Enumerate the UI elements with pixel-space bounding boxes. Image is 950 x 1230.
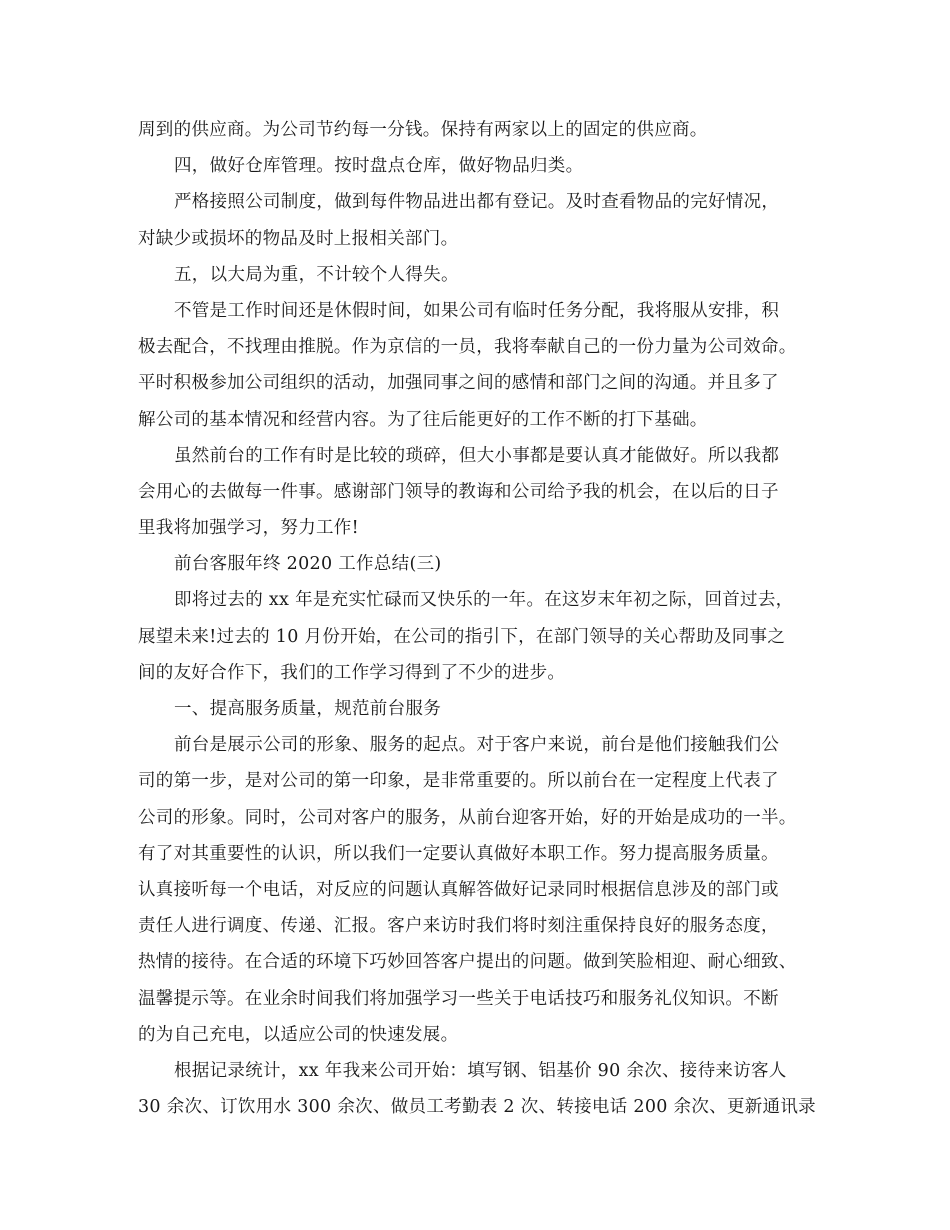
text-line: 根据记录统计，xx 年我来公司开始：填写钢、铝基价 90 余次、接待来访客人 [174, 1060, 787, 1081]
text-line: 即将过去的 xx 年是充实忙碌而又快乐的一年。在这岁末年初之际，回首过去， [174, 590, 794, 611]
text-line: 30 余次、订饮用水 300 余次、做员工考勤表 2 次、转接电话 200 余次、更新通讯录 [138, 1097, 816, 1118]
text-line: 热情的接待。在合适的环境下巧妙回答客户提出的问题。做到笑脸相迎、耐心细致、 [138, 952, 797, 973]
text-line: 间的友好合作下，我们的工作学习得到了不少的进步。 [138, 662, 566, 683]
text-line: 周到的供应商。为公司节约每一分钱。保持有两家以上的固定的供应商。 [138, 120, 708, 140]
text-line: 虽然前台的工作有时是比较的琐碎，但大小事都是要认真才能做好。所以我都 [174, 445, 780, 466]
text-line: 严格接照公司制度，做到每件物品进出都有登记。及时查看物品的完好情况， [174, 192, 780, 213]
text-line: 前台是展示公司的形象、服务的起点。对于客户来说，前台是他们接触我们公 [174, 735, 780, 756]
text-line: 的为自己充电，以适应公司的快速发展。 [138, 1024, 459, 1045]
text-line: 司的第一步，是对公司的第一印象，是非常重要的。所以前台在一定程度上代表了 [138, 771, 779, 792]
text-line: 五，以大局为重，不计较个人得失。 [174, 264, 459, 285]
text-line: 责任人进行调度、传递、汇报。客户来访时我们将时刻注重保持良好的服务态度， [138, 916, 779, 937]
text-line: 温馨提示等。在业余时间我们将加强学习一些关于电话技巧和服务礼仪知识。不断 [138, 988, 779, 1009]
text-line: 有了对其重要性的认识，所以我们一定要认真做好本职工作。努力提高服务质量。 [138, 843, 779, 864]
text-line: 公司的形象。同时，公司对客户的服务，从前台迎客开始，好的开始是成功的一半。 [138, 807, 797, 828]
text-line: 里我将加强学习，努力工作! [138, 518, 359, 539]
text-line: 展望未来!过去的 10 月份开始，在公司的指引下，在部门领导的关心帮助及同事之 [138, 626, 786, 647]
text-line: 平时积极参加公司组织的活动，加强同事之间的感情和部门之间的沟通。并且多了 [138, 373, 779, 394]
text-line: 解公司的基本情况和经营内容。为了往后能更好的工作不断的打下基础。 [138, 409, 708, 430]
document-body [138, 112, 828, 1125]
text-line: 前台客服年终 2020 工作总结(三) [174, 554, 442, 575]
text-line: 极去配合，不找理由推脱。作为京信的一员，我将奉献自己的一份力量为公司效命。 [138, 337, 797, 358]
text-line: 四，做好仓库管理。按时盘点仓库，做好物品归类。 [174, 156, 584, 177]
text-line: 不管是工作时间还是休假时间，如果公司有临时任务分配，我将服从安排，积 [174, 300, 780, 321]
text-line: 认真接听每一个电话，对反应的问题认真解答做好记录同时根据信息涉及的部门或 [138, 879, 779, 900]
text-line: 会用心的去做每一件事。感谢部门领导的教诲和公司给予我的机会，在以后的日子 [138, 481, 779, 502]
text-line: 对缺少或损坏的物品及时上报相关部门。 [138, 228, 459, 249]
text-line: 一、提高服务质量，规范前台服务 [174, 699, 441, 719]
